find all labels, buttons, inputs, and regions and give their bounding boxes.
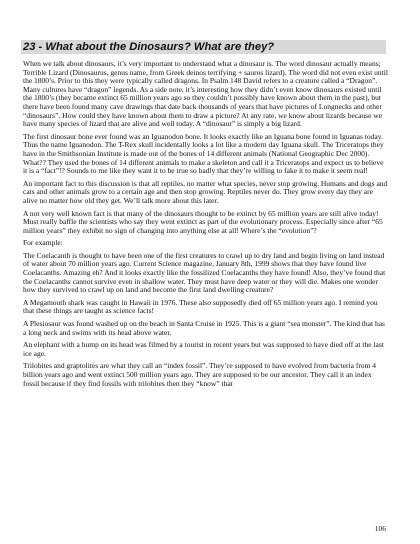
- paragraph: A Plesiosaur was found washed up on the beach in Santa Cruise in 1925. This is a giant “sea monster”. The kind that has a long neck and swims with its head above water.: [23, 319, 385, 337]
- section-heading: 23 - What about the Dinosaurs? What are they?: [23, 41, 275, 53]
- page-number: 106: [374, 524, 386, 533]
- body-text: [23, 60, 389, 392]
- paragraph: Trilobites and graptolites are what they call an “index fossil”. They’re supposed to have evolved from bacteria from 4 billion years ago and went extinct 500 million years ago. They are supposed to be our ancestor. They call it an index fossil because if they find fossils with trilobites then they “know” that: [23, 361, 377, 388]
- paragraph: An elephant with a hump on its head was filmed by a tourist in recent years but was supposed to have died off at the last ice age.: [23, 340, 384, 358]
- paragraph: A not very well known fact is that many of the dinosaurs thought to be extinct by 65 million years are still alive today! Must really baffle the scientists who say they went extinct as part of the evolutionary process. Especially since after “65 million years” they exhibit no sign of changing into anything else at all! Where’s the “evolution”?: [23, 208, 383, 235]
- paragraph: The first dinosaur bone ever found was an Iguanodon bone. It looks exactly like an Iguana bone found in Iguanas today. Thus the name Iguanodon. The T-Rex skull incidentally looks a lot like a modern day Iguana skull. The Triceratops they have in the Smithsonian Institute is made out of the bones of 14 different animals (National Geographic Dec 2000). What?? They used the bones of 14 different animals to make a skeleton and call it a Triceratops and expect us to believe it is a “fact”!? Sounds to me like they want it to be true so badly that they’re willing to fake it to make it seem real!: [23, 131, 384, 176]
- paragraph: The Coelacanth is thought to have been one of the first creatures to crawl up to dry land and begin living on land instead of water about 70 million years ago. Current Science magazine, January 8th, 1999 shows that they have found live Coelacanths. Amazing eh? And it looks exactly like the fossilized Coelacanths they have found! Also, they’ve found that the Coelacanths cannot survive even in shallow water. They must have deep water or they will die. Makes one wonder how they survived to crawl up on land and become the first land dwelling creature?: [23, 250, 386, 295]
- paragraph: A Megamouth shark was caught in Hawaii in 1976. These also supposedly died off 65 million years ago. I remind you that these things are taught as science facts!: [23, 297, 378, 316]
- paragraph: When we talk about dinosaurs, it’s very important to understand what a dinosaur is. The word dinosaur actually means; Terrible Lizard (Dinosaurus, genus name, from Greek deinos terrifying + sauros lizard). The word did not even exist until the 1800’s. Prior to this they were typically called dragons. In Psalm 148 David refers to a creature called a “Dragon”. Many cultures have “dragon” legends. As a side note, it’s interesting how they didn’t even know dinosaurs existed until the 1800’s (they became extinct 65 million years ago so they couldn’t possibly have known about them in the past), but there have been found many cave drawings that date back thousands of years that have pictures of Longnecks and other “dinosaurs”. How could they have known about them to draw a picture? At any rate, we know about lizards because we have many species of lizard that are alive and well today. A “dinosaur” is simply a big lizard.: [23, 59, 388, 129]
- paragraph: For example:: [23, 238, 63, 248]
- paragraph: An important fact to this discussion is that all reptiles, no matter what species, never stop growing. Humans and dogs and cats and other animals grow to a certain age and then stop growing. Reptiles never do. They grow every day they are alive no matter how old they get. We’ll talk more about this later.: [23, 178, 388, 205]
